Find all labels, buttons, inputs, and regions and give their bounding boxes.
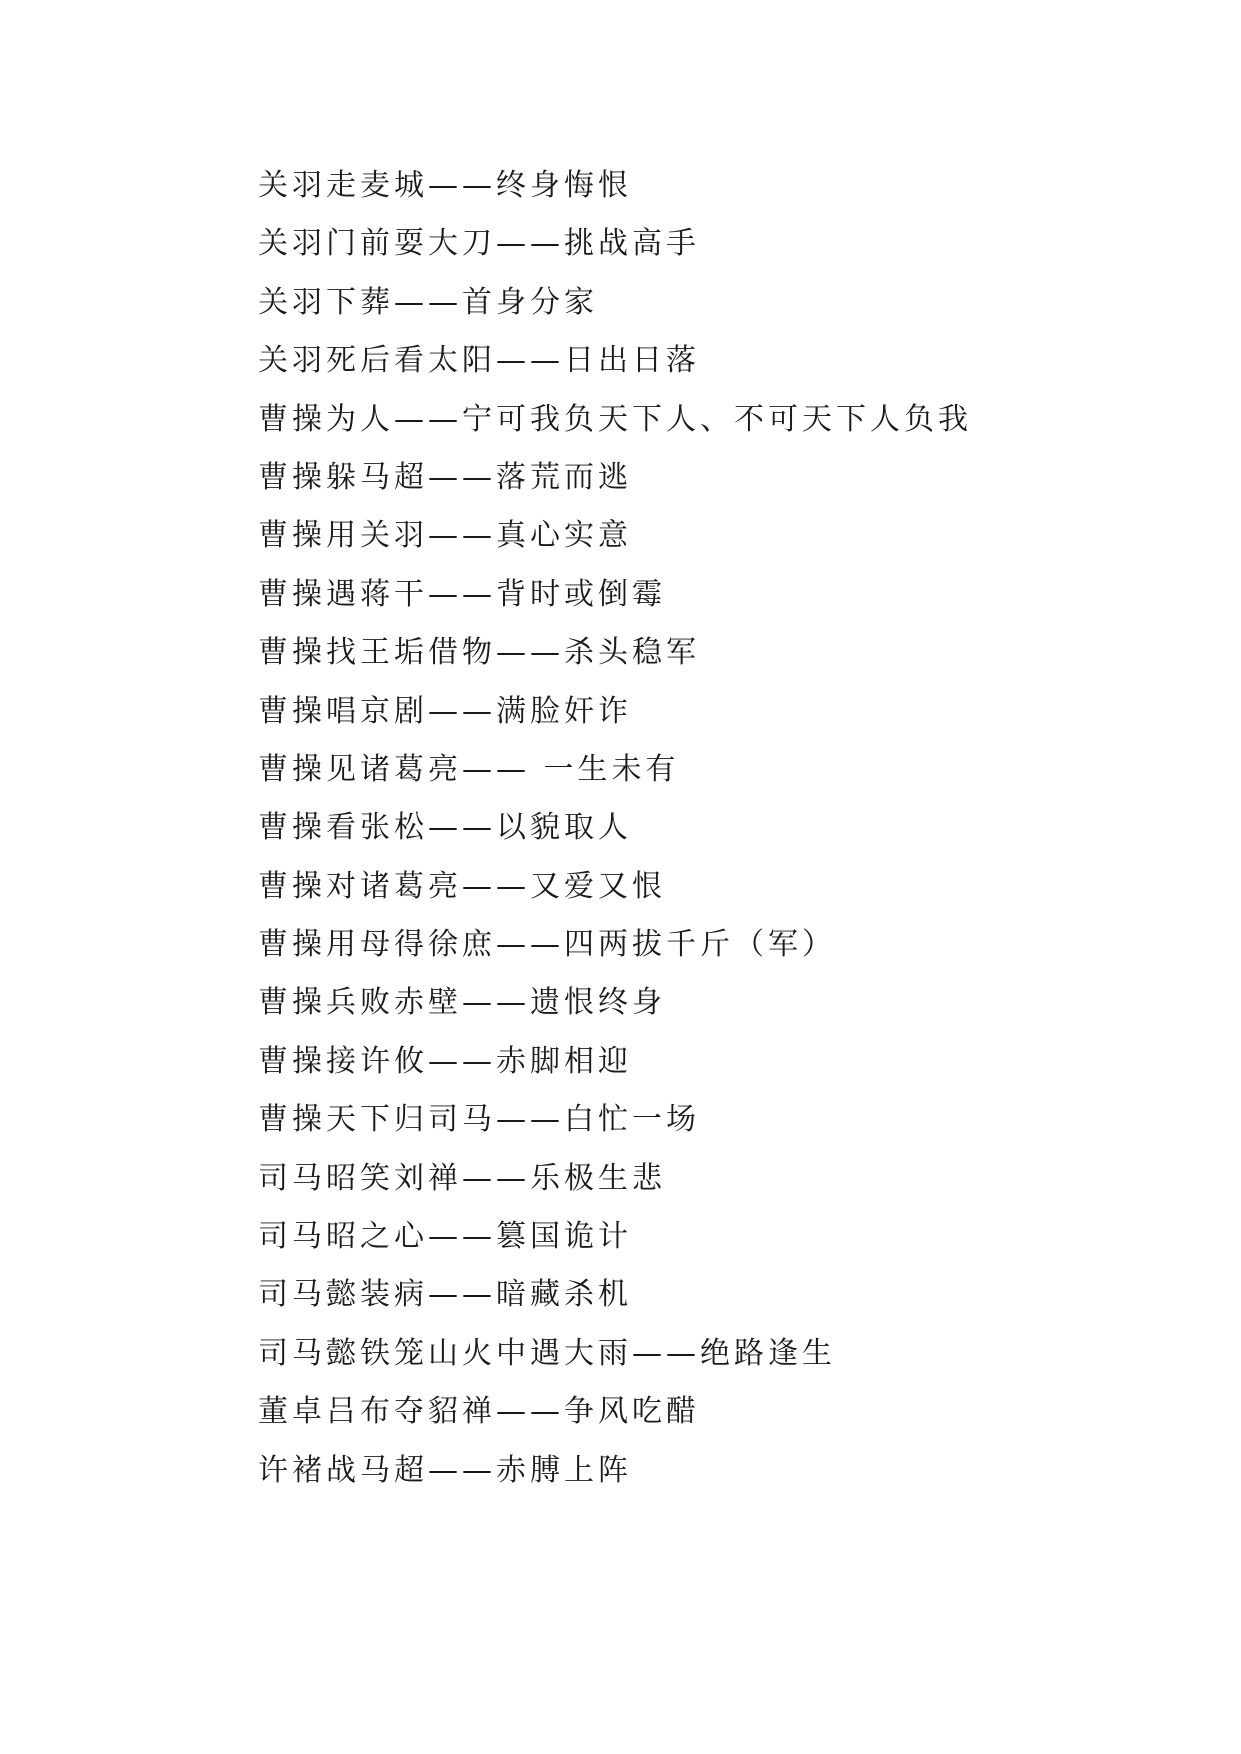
- list-item: 曹操为人——宁可我负天下人、不可天下人负我: [258, 401, 972, 437]
- list-item: 曹操用母得徐庶——四两拔千斤（军）: [258, 927, 836, 963]
- list-item: 曹操兵败赤壁——遗恨终身: [258, 985, 666, 1021]
- list-item: 曹操用关羽——真心实意: [258, 518, 632, 554]
- list-item: 曹操接许攸——赤脚相迎: [258, 1043, 632, 1079]
- list-item: 关羽门前耍大刀——挑战高手: [258, 226, 700, 262]
- list-item: 曹操唱京剧——满脸奸诈: [258, 693, 632, 729]
- list-item: 曹操见诸葛亮—— 一生未有: [258, 751, 680, 787]
- list-item: 曹操天下归司马——白忙一场: [258, 1102, 700, 1138]
- list-item: 司马懿铁笼山火中遇大雨——绝路逢生: [258, 1335, 836, 1371]
- list-item: 曹操对诸葛亮——又爱又恨: [258, 868, 666, 904]
- list-item: 曹操躲马超——落荒而逃: [258, 459, 632, 495]
- list-item: 司马昭笑刘禅——乐极生悲: [258, 1160, 666, 1196]
- list-item: 关羽死后看太阳——日出日落: [258, 343, 700, 379]
- list-item: 曹操找王垢借物——杀头稳军: [258, 635, 700, 671]
- list-item: 董卓吕布夺貂禅——争风吃醋: [258, 1394, 700, 1430]
- list-item: 许褚战马超——赤膊上阵: [258, 1452, 632, 1488]
- list-item: 司马昭之心——篡国诡计: [258, 1219, 632, 1255]
- list-item: 关羽走麦城——终身悔恨: [258, 168, 632, 203]
- list-item: 曹操遇蒋干——背时或倒霉: [258, 576, 666, 612]
- xiehouyu-list: [258, 163, 1158, 1506]
- list-item: 曹操看张松——以貌取人: [258, 810, 632, 846]
- list-item: 司马懿装病——暗藏杀机: [258, 1277, 632, 1313]
- list-item: 关羽下葬——首身分家: [258, 284, 598, 320]
